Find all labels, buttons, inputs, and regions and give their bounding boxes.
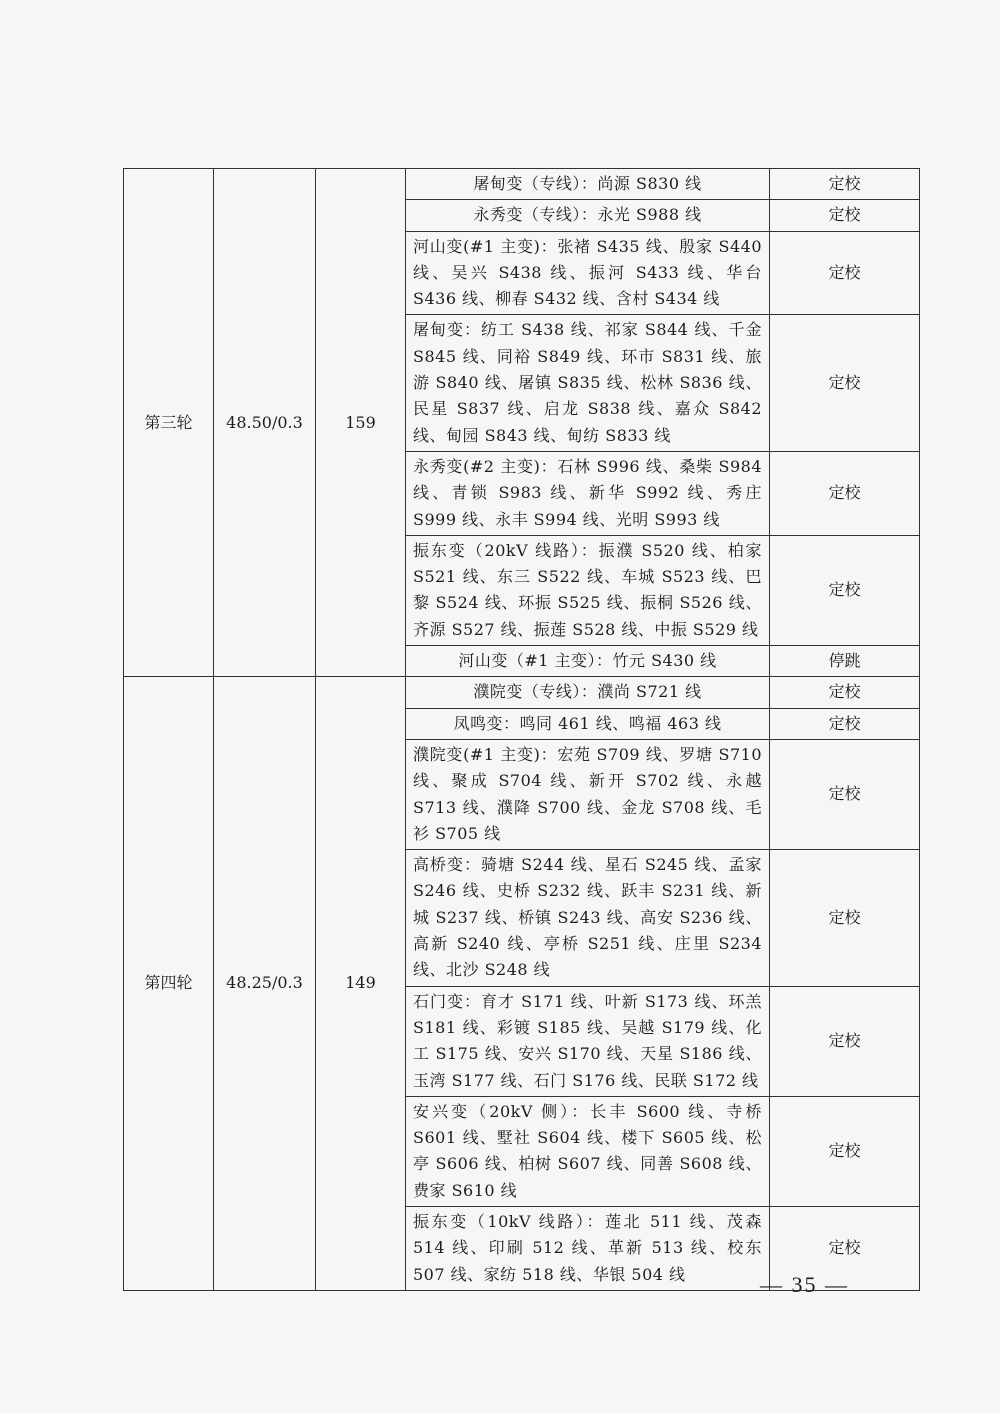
feeder-lines-cell: 永秀变(#2 主变)：石林 S996 线、桑柴 S984 线、青锁 S983 线、新华 S992 线、秀庄 S999 线、永丰 S994 线、光明 S993 线 (406, 451, 770, 535)
feeder-lines-cell: 河山变（#1 主变）：竹元 S430 线 (406, 646, 770, 677)
mode-cell: 定校 (770, 708, 920, 739)
mode-cell: 定校 (770, 169, 920, 200)
feeder-lines-cell: 石门变：育才 S171 线、叶新 S173 线、环羔 S181 线、彩镀 S185 线、吴越 S179 线、化工 S175 线、安兴 S170 线、天星 S186 线、玉湾 S177 线、石门 S176 线、民联 S172 线 (406, 986, 770, 1096)
mode-cell: 定校 (770, 986, 920, 1096)
feeder-lines-cell: 永秀变（专线）：永光 S988 线 (406, 200, 770, 231)
round-cell: 第四轮 (124, 677, 214, 1291)
mode-cell: 停跳 (770, 646, 920, 677)
feeder-lines-cell: 振东变（20kV 线路）：振濮 S520 线、柏家 S521 线、东三 S522 线、车城 S523 线、巴黎 S524 线、环振 S525 线、振桐 S526 线、齐源 S527 线、振莲 S528 线、中振 S529 线 (406, 535, 770, 645)
feeder-lines-cell: 高桥变：骑塘 S244 线、星石 S245 线、孟家 S246 线、史桥 S232 线、跃丰 S231 线、新城 S237 线、桥镇 S243 线、高安 S236 线、高新 S240 线、亭桥 S251 线、庄里 S234 线、北沙 S248 线 (406, 850, 770, 986)
load-shedding-table (123, 168, 920, 1291)
mode-cell: 定校 (770, 1206, 920, 1290)
feeder-lines-cell: 屠甸变（专线）：尚源 S830 线 (406, 169, 770, 200)
mode-cell: 定校 (770, 200, 920, 231)
table-row (124, 169, 920, 200)
table-row (124, 677, 920, 708)
feeder-lines-cell: 河山变(#1 主变)：张褚 S435 线、殷家 S440 线、吴兴 S438 线、振河 S433 线、华台 S436 线、柳春 S432 线、含村 S434 线 (406, 231, 770, 315)
feeder-lines-cell: 屠甸变：纺工 S438 线、祁家 S844 线、千金 S845 线、同裕 S849 线、环市 S831 线、旅游 S840 线、屠镇 S835 线、松林 S836 线、民星 S837 线、启龙 S838 线、嘉众 S842 线、甸园 S843 线、甸纺 S833 线 (406, 315, 770, 451)
page-number: — 35 — (760, 1272, 849, 1297)
load-cell: 159 (316, 169, 406, 677)
feeder-lines-cell: 濮院变（专线）：濮尚 S721 线 (406, 677, 770, 708)
frequency-time-cell: 48.25/0.3 (214, 677, 316, 1291)
mode-cell: 定校 (770, 535, 920, 645)
mode-cell: 定校 (770, 315, 920, 451)
feeder-lines-cell: 振东变（10kV 线路）：莲北 511 线、茂森 514 线、印刷 512 线、革新 513 线、校东 507 线、家纺 518 线、华银 504 线 (406, 1206, 770, 1290)
feeder-lines-cell: 凤鸣变：鸣同 461 线、鸣福 463 线 (406, 708, 770, 739)
mode-cell: 定校 (770, 1096, 920, 1206)
mode-cell: 定校 (770, 451, 920, 535)
round-cell: 第三轮 (124, 169, 214, 677)
mode-cell: 定校 (770, 677, 920, 708)
mode-cell: 定校 (770, 739, 920, 849)
mode-cell: 定校 (770, 231, 920, 315)
frequency-time-cell: 48.50/0.3 (214, 169, 316, 677)
mode-cell: 定校 (770, 850, 920, 986)
feeder-lines-cell: 安兴变（20kV 侧）：长丰 S600 线、寺桥 S601 线、墅社 S604 线、楼下 S605 线、松亭 S606 线、柏树 S607 线、同善 S608 线、费家 S610 线 (406, 1096, 770, 1206)
feeder-lines-cell: 濮院变(#1 主变)：宏苑 S709 线、罗塘 S710 线、聚成 S704 线、新开 S702 线、永越 S713 线、濮降 S700 线、金龙 S708 线、毛衫 S705 线 (406, 739, 770, 849)
load-cell: 149 (316, 677, 406, 1291)
